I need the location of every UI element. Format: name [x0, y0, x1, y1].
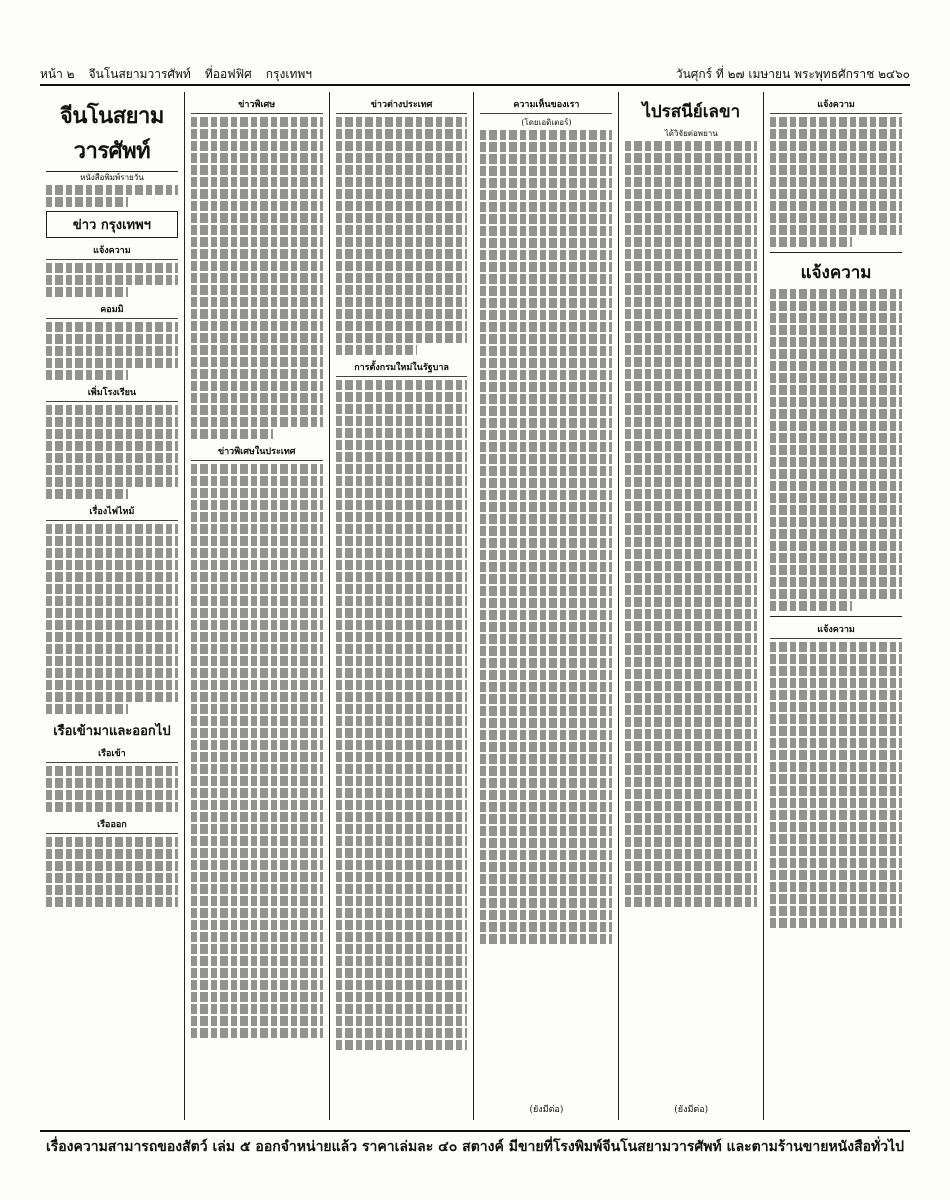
col2-title: ข่าวพิเศษ [191, 97, 323, 114]
article-columns [40, 92, 908, 1120]
ship-out-title: เรือออก [46, 817, 178, 834]
column-2 [185, 92, 330, 1120]
office-label: ที่ออฟฟิศ [204, 67, 252, 81]
paper-name: จีนโนสยามวารศัพท์ [88, 67, 191, 81]
section-school: เพิ่มโรงเรียน [46, 385, 178, 402]
city-label: กรุงเทพฯ [265, 67, 312, 81]
column-5 [619, 92, 764, 1120]
col5-subtitle: ได้วิจัยต่อพยาน [664, 129, 718, 138]
section-fire: เรื่องไฟไหม้ [46, 504, 178, 521]
issue-date: วันศุกร์ ที่ ๒๗ เมษายน พระพุทธศักราช ๒๔๖๐ [675, 67, 910, 81]
col4-continued: (ยังมีต่อ) [529, 1105, 564, 1115]
ship-in-title: เรือเข้า [46, 746, 178, 763]
col3-section: การตั้งกรมใหม่ในรัฐบาล [336, 360, 468, 377]
column-1 [40, 92, 185, 1120]
col2-section: ข่าวพิเศษในประเทศ [191, 444, 323, 461]
news-heading: ข่าว กรุงเทพฯ [46, 211, 178, 238]
column-4 [474, 92, 619, 1120]
col6-notice2-title: แจ้งความ [770, 622, 902, 639]
col3-title: ข่าวต่างประเทศ [336, 97, 468, 114]
column-6 [764, 92, 908, 1120]
masthead: จีนโนสยามวารศัพท์ [46, 98, 178, 172]
section-notice: แจ้งความ [46, 243, 178, 260]
ship-title: เรือเข้ามาและออกไป [53, 724, 171, 739]
col6-title: แจ้งความ [770, 97, 902, 114]
col4-subtitle: (โดยเอดิเตอร์) [521, 118, 572, 127]
masthead-subtitle: หนังสือพิมพ์รายวัน [80, 173, 144, 182]
footer-advertisement: เรื่องความสามารถของสัตว์ เล่ม ๕ ออกจำหน่ายแล้ว ราคาเล่มละ ๔๐ สตางค์ มีขายที่โรงพิมพ์จีนโนสยามวารศัพท์ และตามร้านขายหนังสือทั่วไป [40, 1130, 910, 1162]
column-3 [330, 92, 475, 1120]
page-number: หน้า ๒ [40, 67, 75, 81]
page-header [40, 62, 910, 86]
col4-title: ความเห็นของเรา [480, 97, 612, 114]
col5-continued: (ยังมีต่อ) [674, 1105, 709, 1115]
col6-notice-title: แจ้งความ [800, 263, 872, 283]
col5-title: ไปรสนีย์เลขา [642, 102, 741, 122]
section-about: คอมมิ [46, 302, 178, 319]
